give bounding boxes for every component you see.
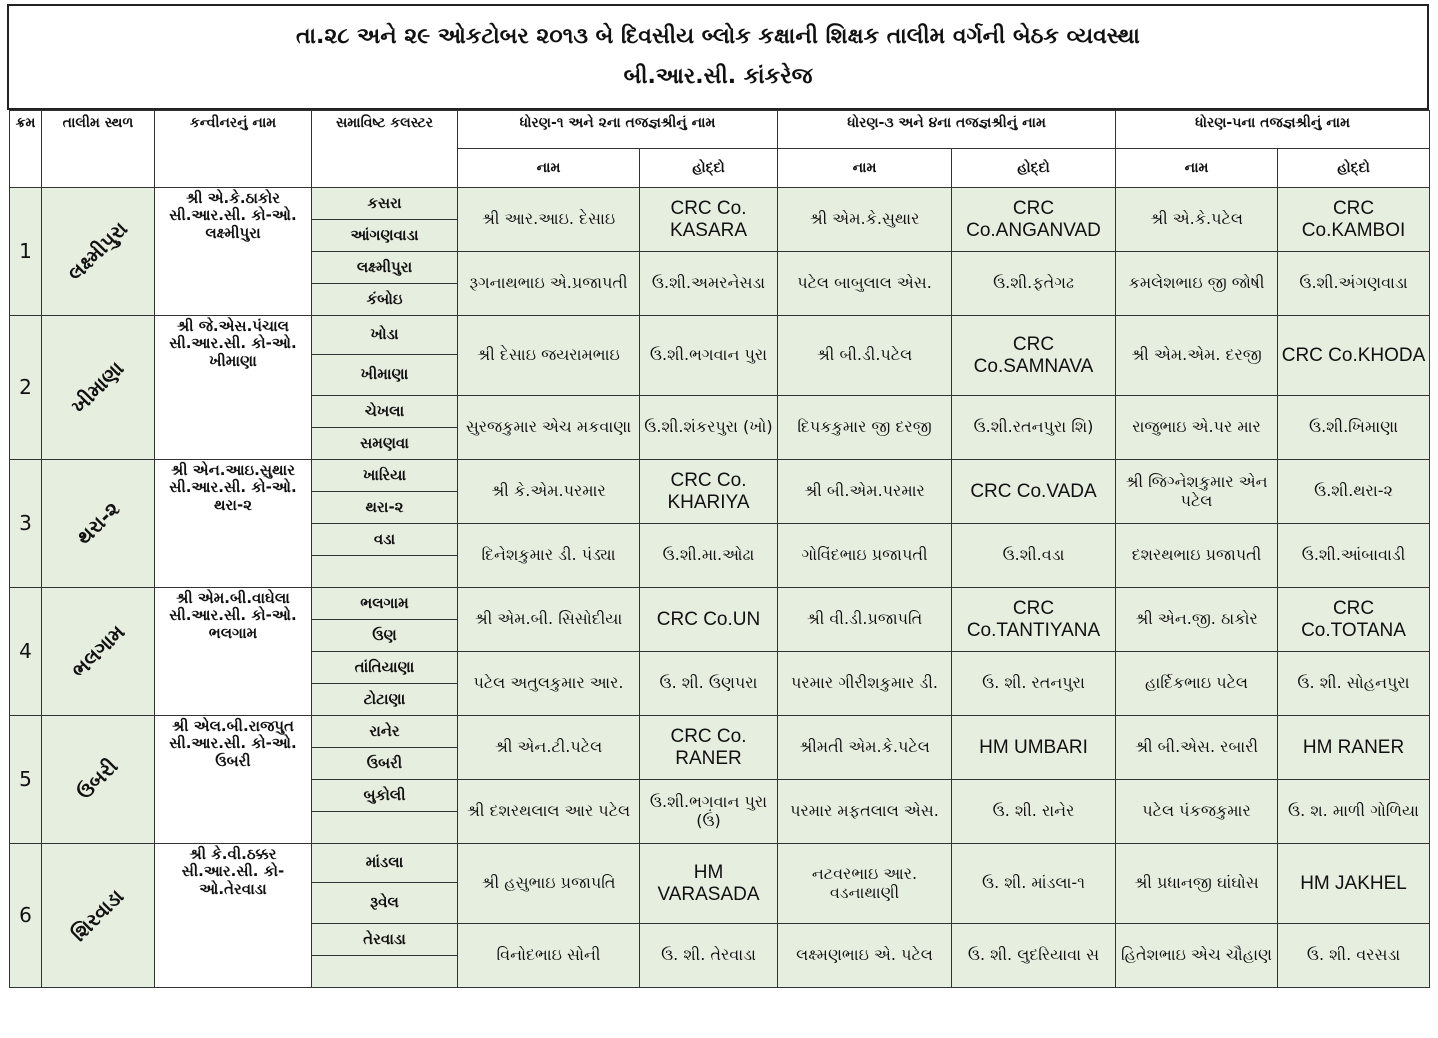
trainer-name: પટેલ અતુલકુમાર આર. (458, 652, 640, 716)
trainer-designation: ઉ. શી. સોહનપુરા (1278, 652, 1430, 716)
trainer-name: પટેલ બાબુલાલ એસ. (778, 252, 952, 316)
cluster-name: કંબોઇ (312, 284, 458, 316)
cluster-name: ચેખલા (312, 396, 458, 428)
trainer-designation: CRC Co.SAMNAVA (952, 316, 1116, 396)
trainer-name: રૂગનાથભાઇ એ.પ્રજાપતી (458, 252, 640, 316)
cluster-name: સમણવા (312, 428, 458, 460)
trainer-designation: CRC Co. RANER (640, 716, 778, 780)
row-number: 1 (10, 188, 42, 316)
trainer-designation: ઉ. શી. ઉણપરા (640, 652, 778, 716)
trainer-designation: ઉ.શી.ભગવાન પુરા (ઉં) (640, 780, 778, 844)
trainer-designation: CRC Co.ANGANVAD (952, 188, 1116, 252)
table-row (10, 844, 1430, 883)
trainer-name: શ્રી બી.એમ.પરમાર (778, 460, 952, 524)
trainer-name: શ્રી જિગ્નેશકુમાર એન પટેલ (1116, 460, 1278, 524)
trainer-designation: CRC Co.KAMBOI (1278, 188, 1430, 252)
trainer-name: શ્રી દશરથલાલ આર પટેલ (458, 780, 640, 844)
trainer-designation: CRC Co. KHARIYA (640, 460, 778, 524)
table-row (10, 316, 1430, 355)
trainer-name: હિતેશભાઇ એચ ચૌહાણ (1116, 924, 1278, 988)
trainer-designation: CRC Co.TANTIYANA (952, 588, 1116, 652)
trainer-name: દશરથભાઇ પ્રજાપતી (1116, 524, 1278, 588)
training-venue (42, 460, 155, 588)
trainer-designation: ઉ. શી. રાનેર (952, 780, 1116, 844)
training-venue (42, 316, 155, 460)
trainer-designation: ઉ.શી.ફતેગઢ (952, 252, 1116, 316)
cluster-name: ભલગામ (312, 588, 458, 620)
subheader-designation: હોદ્દો (1278, 149, 1430, 188)
trainer-designation: ઉ.શી.વડા (952, 524, 1116, 588)
training-venue-label: થરા-૨ (71, 496, 125, 550)
header-kram: ક્રમ (10, 111, 42, 188)
trainer-designation: ઉ. શી. રતનપુરા (952, 652, 1116, 716)
trainer-designation: CRC Co.UN (640, 588, 778, 652)
cluster-name: માંડલા (312, 844, 458, 883)
subheader-name: નામ (1116, 149, 1278, 188)
cluster-name: તાંતિયાણા (312, 652, 458, 684)
convener-name: શ્રી એ.કે.ઠાકોર સી.આર.સી. કો-ઓ. લક્ષ્મીપુરા (155, 188, 312, 316)
trainer-name: શ્રી બી.એસ. રબારી (1116, 716, 1278, 780)
cluster-name: થરા-૨ (312, 492, 458, 524)
training-venue-label: શિરવાડા (66, 884, 129, 947)
trainer-name: શ્રી એમ.કે.સુથાર (778, 188, 952, 252)
trainer-name: લક્ષ્મણભાઇ એ. પટેલ (778, 924, 952, 988)
trainer-designation: ઉ.શી.આંબાવાડી (1278, 524, 1430, 588)
training-venue-label: ખીમાણા (66, 356, 129, 419)
title-box (7, 4, 1429, 110)
training-venue-label: ભલગામ (66, 619, 130, 683)
trainer-designation: ઉ.શી.ભગવાન પુરા (640, 316, 778, 396)
trainer-designation: ઉ. શ. માળી ગોળિયા (1278, 780, 1430, 844)
trainer-designation: CRC Co.KHODA (1278, 316, 1430, 396)
header-convener: કન્વીનરનું નામ (155, 111, 312, 188)
trainer-name: શ્રી પ્રધાનજી ઘાંઘોસ (1116, 844, 1278, 924)
cluster-name: ઉબરી (312, 748, 458, 780)
trainer-name: ગોવિંદભાઇ પ્રજાપતી (778, 524, 952, 588)
cluster-name: ખોડા (312, 316, 458, 355)
convener-name: શ્રી એલ.બી.રાજપુત સી.આર.સી. કો-ઓ. ઉબરી (155, 716, 312, 844)
trainer-name: કમલેશભાઇ જી જોષી (1116, 252, 1278, 316)
trainer-designation: HM RANER (1278, 716, 1430, 780)
trainer-designation: ઉ.શી.રતનપુરા શિ) (952, 396, 1116, 460)
cluster-name: તેરવાડા (312, 924, 458, 956)
row-number: 6 (10, 844, 42, 988)
trainer-designation: ઉ.શી.અંગણવાડા (1278, 252, 1430, 316)
training-venue (42, 844, 155, 988)
training-venue (42, 716, 155, 844)
trainer-designation: ઉ. શી. તેરવાડા (640, 924, 778, 988)
trainer-name: શ્રી વી.ડી.પ્રજાપતિ (778, 588, 952, 652)
trainer-name: શ્રી એ.કે.પટેલ (1116, 188, 1278, 252)
trainer-name: શ્રી હસુભાઇ પ્રજાપતિ (458, 844, 640, 924)
table-row (10, 716, 1430, 748)
trainer-designation: CRC Co.TOTANA (1278, 588, 1430, 652)
trainer-designation: HM JAKHEL (1278, 844, 1430, 924)
table-row (10, 588, 1430, 620)
convener-name: શ્રી જે.એસ.પંચાલ સી.આર.સી. કો-ઓ. ખીમાણા (155, 316, 312, 460)
table-row (10, 188, 1430, 220)
header-cluster: સમાવિષ્ટ કલસ્ટર (312, 111, 458, 188)
cluster-name: ઉણ (312, 620, 458, 652)
cluster-name: રાનેર (312, 716, 458, 748)
row-number: 2 (10, 316, 42, 460)
trainer-designation: ઉ. શી. વરસડા (1278, 924, 1430, 988)
trainer-name: શ્રી એમ.બી. સિસોદીયા (458, 588, 640, 652)
trainer-name: શ્રી એમ.એમ. દરજી (1116, 316, 1278, 396)
cluster-name: વડા (312, 524, 458, 556)
header-grade-3-4: ધોરણ-૩ અને ૪ના તજજ્ઞશ્રીનું નામ (778, 111, 1116, 149)
trainer-name: હાર્દિકભાઇ પટેલ (1116, 652, 1278, 716)
trainer-name: શ્રી કે.એમ.પરમાર (458, 460, 640, 524)
trainer-name: પરમાર ગીરીશકુમાર ડી. (778, 652, 952, 716)
subheader-name: નામ (458, 149, 640, 188)
document-title: તા.૨૮ અને ૨૯ ઓકટોબર ૨૦૧૩ બે દિવસીય બ્લોક કક્ષાની શિક્ષક તાલીમ વર્ગની બેઠક વ્યવસ્થા (296, 24, 1140, 49)
seating-table (9, 110, 1430, 988)
trainer-designation: HM VARASADA (640, 844, 778, 924)
trainer-designation: ઉ. શી. માંડલા-૧ (952, 844, 1116, 924)
trainer-designation: HM UMBARI (952, 716, 1116, 780)
trainer-designation: ઉ.શી.ખિમાણા (1278, 396, 1430, 460)
trainer-name: દિનેશકુમાર ડી. પંડ્યા (458, 524, 640, 588)
header-grade-1-2: ધોરણ-૧ અને ૨ના તજજ્ઞશ્રીનું નામ (458, 111, 778, 149)
training-venue-label: લક્ષ્મીપુરા (63, 216, 133, 286)
header-grade-5: ધોરણ-૫ના તજજ્ઞશ્રીનું નામ (1116, 111, 1430, 149)
convener-name: શ્રી એન.આઇ.સુથાર સી.આર.સી. કો-ઓ. થરા-૨ (155, 460, 312, 588)
cluster-name: કસરા (312, 188, 458, 220)
cluster-name (312, 956, 458, 988)
convener-name: શ્રી એમ.બી.વાઘેલા સી.આર.સી. કો-ઓ. ભલગામ (155, 588, 312, 716)
trainer-designation: ઉ.શી.શંકરપુરા (ખો) (640, 396, 778, 460)
trainer-name: સુરજકુમાર એચ મકવાણા (458, 396, 640, 460)
cluster-name: ખીમાણા (312, 355, 458, 396)
trainer-name: પટેલ પંકજકુમાર (1116, 780, 1278, 844)
cluster-name: બુકોલી (312, 780, 458, 812)
cluster-name: રૂવેલ (312, 883, 458, 924)
trainer-designation: ઉ.શી.થરા-૨ (1278, 460, 1430, 524)
cluster-name: આંગણવાડા (312, 220, 458, 252)
trainer-name: શ્રી દેસાઇ જયરામભાઇ (458, 316, 640, 396)
cluster-name: ખારિયા (312, 460, 458, 492)
row-number: 4 (10, 588, 42, 716)
trainer-designation: ઉ.શી.અમરનેસડા (640, 252, 778, 316)
trainer-name: શ્રીમતી એમ.કે.પટેલ (778, 716, 952, 780)
trainer-designation: ઉ.શી.મા.ઓઢા (640, 524, 778, 588)
trainer-name: શ્રી એન.જી. ઠાકોર (1116, 588, 1278, 652)
trainer-designation: CRC Co.VADA (952, 460, 1116, 524)
document-subtitle: બી.આર.સી. કાંકરેજ (623, 64, 813, 89)
convener-name: શ્રી કે.વી.ઠક્કર સી.આર.સી. કો-ઓ.તેરવાડા (155, 844, 312, 988)
trainer-designation: CRC Co. KASARA (640, 188, 778, 252)
cluster-name (312, 556, 458, 588)
trainer-name: શ્રી બી.ડી.પટેલ (778, 316, 952, 396)
trainer-name: નટવરભાઇ આર. વડનાથાણી (778, 844, 952, 924)
cluster-name: લક્ષ્મીપુરા (312, 252, 458, 284)
header-sthal: તાલીમ સ્થળ (42, 111, 155, 188)
trainer-name: પરમાર મફતલાલ એસ. (778, 780, 952, 844)
trainer-name: શ્રી આર.આઇ. દેસાઇ (458, 188, 640, 252)
training-venue (42, 588, 155, 716)
training-venue (42, 188, 155, 316)
row-number: 3 (10, 460, 42, 588)
header-row (10, 111, 1430, 149)
cluster-name: ટોટાણા (312, 684, 458, 716)
trainer-name: શ્રી એન.ટી.પટેલ (458, 716, 640, 780)
subheader-designation: હોદ્દો (952, 149, 1116, 188)
trainer-name: દિપકકુમાર જી દરજી (778, 396, 952, 460)
training-venue-label: ઉબરી (72, 753, 123, 805)
trainer-name: રાજુભાઇ એ.પર માર (1116, 396, 1278, 460)
row-number: 5 (10, 716, 42, 844)
subheader-name: નામ (778, 149, 952, 188)
cluster-name (312, 812, 458, 844)
trainer-name: વિનોદભાઇ સોની (458, 924, 640, 988)
subheader-designation: હોદ્દો (640, 149, 778, 188)
trainer-designation: ઉ. શી. લુદરિયાવા સ (952, 924, 1116, 988)
table-row (10, 460, 1430, 492)
